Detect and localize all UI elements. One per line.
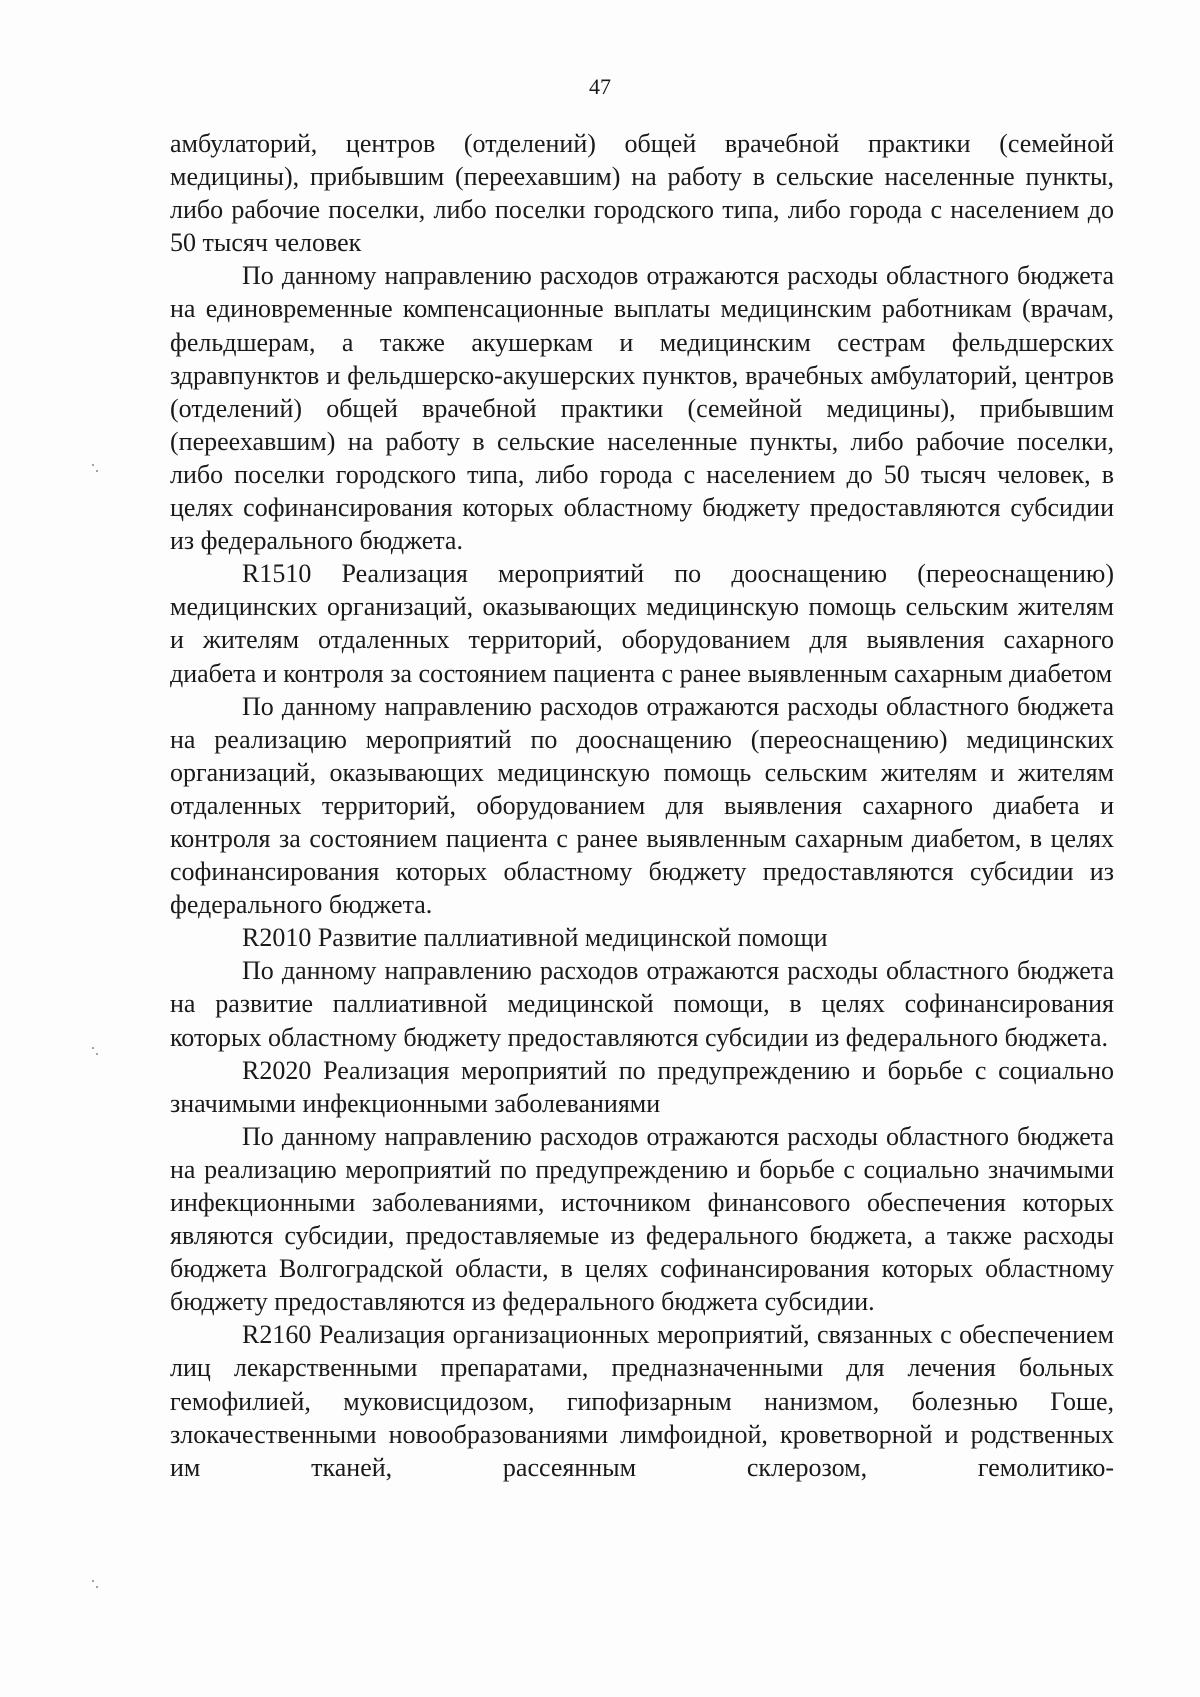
scan-speck	[96, 1586, 99, 1589]
paragraph-description: По данному направлению расходов отражаются расходы областного бюджета на единовременные компенсационные выплаты медицинским работникам (врачам, фельдшерам, а также акушеркам и медицинским сестрам фельдшерских здравпунктов и фельдшерско-акушерских пунктов, врачебных амбулаторий, центров (отделений) общей врачебной практики (семейной медицины), прибывшим (переехавшим) на работу в сельские населенные пункты, либо рабочие поселки, либо поселки городского типа, либо города с населением до 50 тысяч человек, в целях софинансирования которых областному бюджету предоставляются субсидии из федерального бюджета.	[170, 261, 1114, 556]
page-number: 47	[589, 74, 611, 99]
paragraph-description: По данному направлению расходов отражаются расходы областного бюджета на реализацию мероприятий по предупреждению и борьбе с социально значимыми инфекционными заболеваниями, источником финансового обеспечения которых являются субсидии, предоставляемые из федерального бюджета, а также расходы бюджета Волгоградской области, в целях софинансирования которых областному бюджету предоставляются из федерального бюджета субсидии.	[170, 1121, 1114, 1317]
scan-speck	[96, 1053, 99, 1056]
paragraph-heading-r2020: R2020 Реализация мероприятий по предупреждению и борьбе с социально значимыми инфекционными заболеваниями	[170, 1055, 1114, 1118]
paragraph-description: По данному направлению расходов отражаются расходы областного бюджета на реализацию мероприятий по дооснащению (переоснащению) медицинских организаций, оказывающих медицинскую помощь сельским жителям и жителям отдаленных территорий, оборудованием для выявления сахарного диабета и контроля за состоянием пациента с ранее выявленным сахарным диабетом, в целях софинансирования которых областному бюджету предоставляются субсидии из федерального бюджета.	[170, 691, 1114, 920]
paragraph-continuation: амбулаторий, центров (отделений) общей врачебной практики (семейной медицины), прибывшим (переехавшим) на работу в сельские населенные пункты, либо рабочие поселки, либо поселки городского типа, либо города с населением до 50 тысяч человек	[170, 129, 1114, 258]
paragraph-heading-r1510: R1510 Реализация мероприятий по дооснащению (переоснащению) медицинских организаций, оказывающих медицинскую помощь сельским жителям и жителям отдаленных территорий, оборудованием для выявления сахарного диабета и контроля за состоянием пациента с ранее выявленным сахарным диабетом	[170, 559, 1114, 688]
scan-speck	[96, 470, 99, 473]
paragraph-description: По данному направлению расходов отражаются расходы областного бюджета на развитие паллиативной медицинской помощи, в целях софинансирования которых областному бюджету предоставляются субсидии из федерального бюджета.	[170, 956, 1114, 1052]
scan-speck	[92, 1047, 95, 1050]
scan-speck	[92, 464, 95, 467]
paragraph-heading-r2010: R2010 Развитие паллиативной медицинской помощи	[242, 923, 828, 953]
document-body	[170, 127, 1114, 1484]
scan-speck	[92, 1580, 95, 1583]
paragraph-heading-r2160: R2160 Реализация организационных мероприятий, связанных с обеспечением лиц лекарственными препаратами, предназначенными для лечения больных гемофилией, муковисцидозом, гипофизарным нанизмом, болезнью Гоше, злокачественными новообразованиями лимфоидной, кроветворной и родственных им тканей, рассеянным склерозом, гемолитико-	[170, 1320, 1114, 1482]
